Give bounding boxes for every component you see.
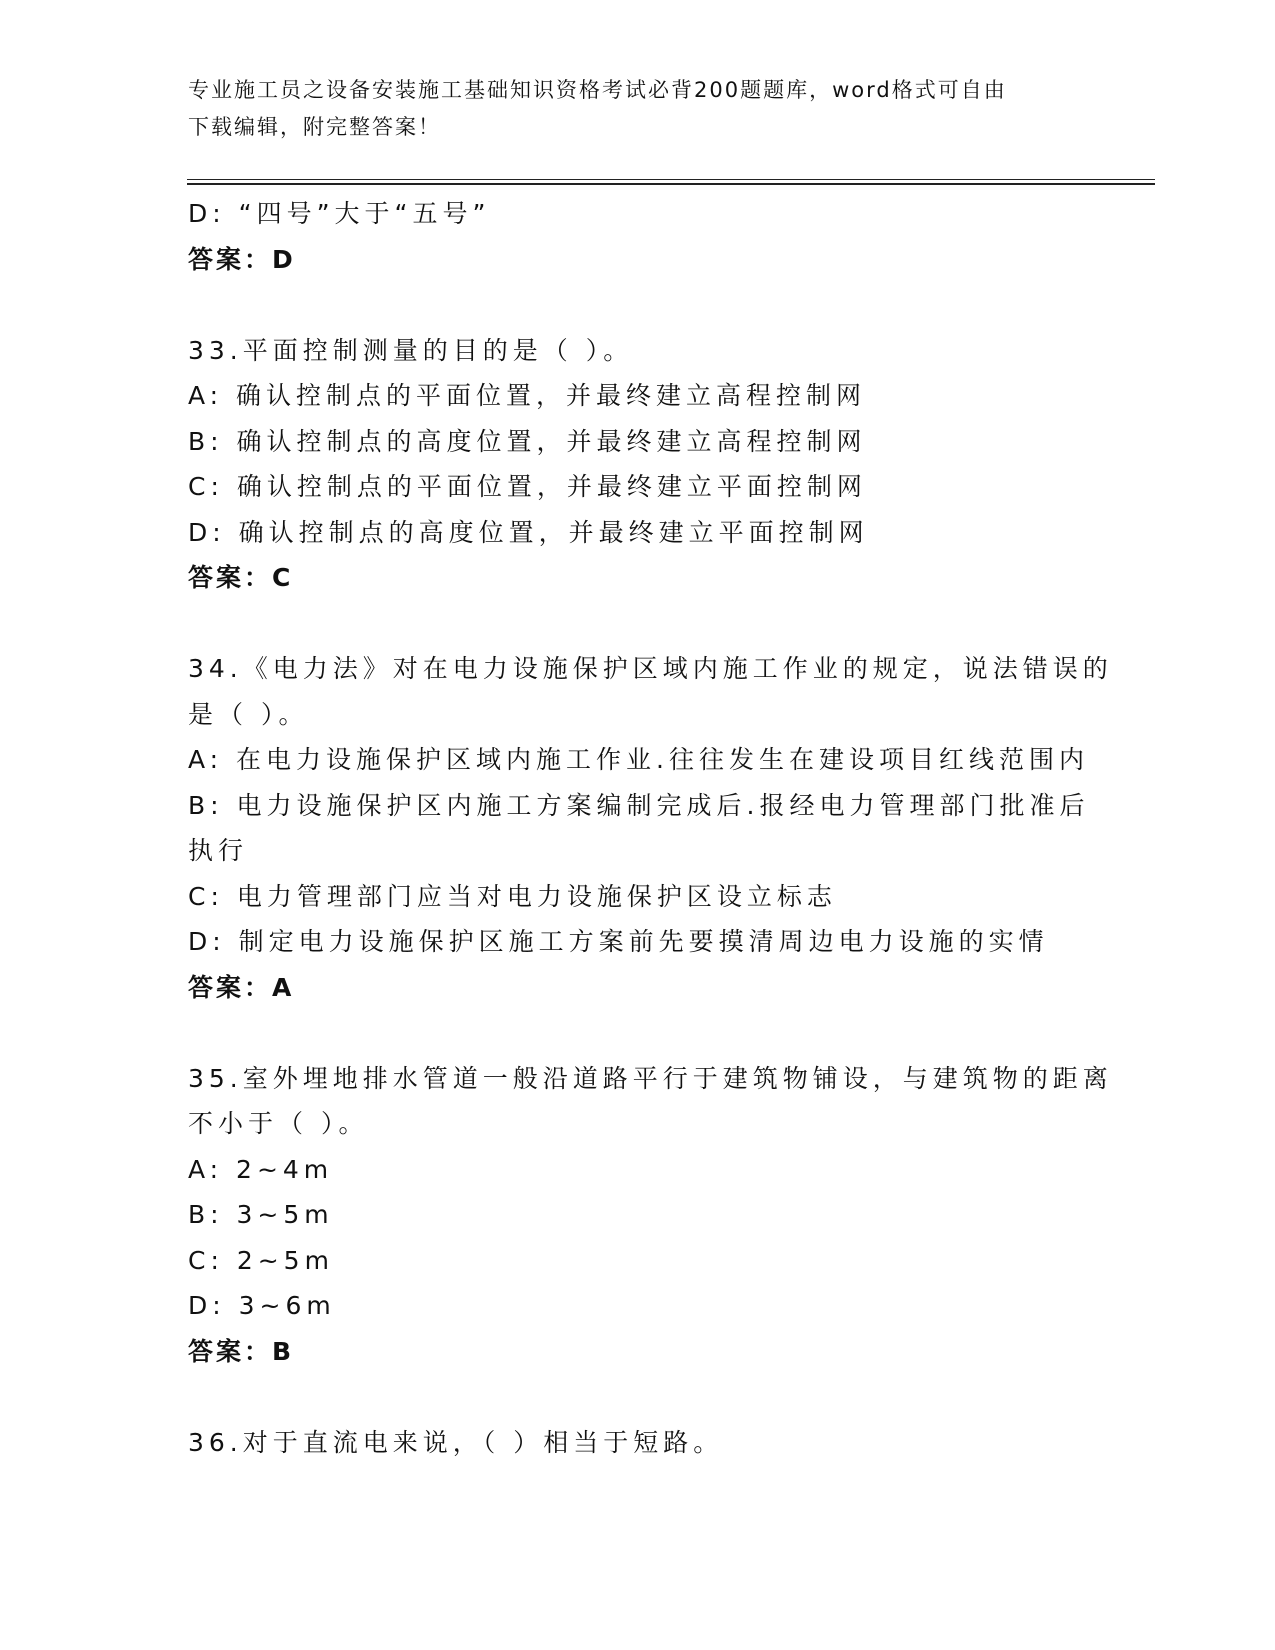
question-32-tail bbox=[188, 191, 1088, 282]
question-gap bbox=[188, 1374, 1088, 1420]
option-d: D: “四号”大于“五号” bbox=[188, 199, 491, 228]
question-gap bbox=[188, 282, 1088, 328]
question-stem-line-2: 不小于（ ）。 bbox=[188, 1109, 369, 1138]
option-b-line-2: 执行 bbox=[188, 836, 249, 865]
option-c: C: 电力管理部门应当对电力设施保护区设立标志 bbox=[188, 881, 837, 911]
option-a: A: 2~4m bbox=[188, 1154, 334, 1184]
option-c: C: 2~5m bbox=[188, 1245, 334, 1275]
header-divider-thin bbox=[187, 179, 1155, 180]
answer: 答案：D bbox=[188, 244, 296, 274]
question-33 bbox=[188, 328, 1088, 601]
question-stem: 36.对于直流电来说，（ ）相当于短路。 bbox=[188, 1427, 724, 1457]
option-b-line-1: B: 电力设施保护区内施工方案编制完成后.报经电力管理部门批准后 bbox=[188, 790, 1090, 820]
question-list bbox=[188, 191, 1113, 1465]
option-c: C: 确认控制点的平面位置，并最终建立平面控制网 bbox=[188, 472, 867, 501]
option-b: B: 3~5m bbox=[188, 1200, 334, 1229]
document-header bbox=[188, 72, 1068, 146]
option-d: D: 制定电力设施保护区施工方案前先要摸清周边电力设施的实情 bbox=[188, 927, 1049, 956]
question-34 bbox=[188, 646, 1113, 1010]
question-stem: 33.平面控制测量的目的是（ ）。 bbox=[188, 335, 634, 365]
option-b: B: 确认控制点的高度位置，并最终建立高程控制网 bbox=[188, 426, 867, 456]
answer: 答案：C bbox=[188, 563, 294, 592]
option-a: A: 确认控制点的平面位置，并最终建立高程控制网 bbox=[188, 381, 867, 410]
answer: 答案：B bbox=[188, 1336, 295, 1366]
header-divider-thick bbox=[187, 183, 1155, 185]
answer: 答案：A bbox=[188, 972, 295, 1002]
question-gap bbox=[188, 601, 1088, 647]
question-35 bbox=[188, 1056, 1113, 1375]
question-stem-line-2: 是（ ）。 bbox=[188, 699, 309, 729]
question-36 bbox=[188, 1420, 1088, 1466]
option-d: D: 确认控制点的高度位置，并最终建立平面控制网 bbox=[188, 517, 869, 547]
question-stem-line-1: 35.室外埋地排水管道一般沿道路平行于建筑物铺设，与建筑物的距离 bbox=[188, 1063, 1113, 1093]
header-line-1: 专业施工员之设备安装施工基础知识资格考试必背200题题库，word格式可自由 bbox=[188, 78, 1007, 102]
question-stem-line-1: 34.《电力法》对在电力设施保护区域内施工作业的规定，说法错误的 bbox=[188, 654, 1113, 683]
option-d: D: 3~6m bbox=[188, 1291, 336, 1320]
option-a: A: 在电力设施保护区域内施工作业.往往发生在建设项目红线范围内 bbox=[188, 745, 1089, 774]
header-line-2: 下载编辑，附完整答案！ bbox=[188, 115, 441, 139]
question-gap bbox=[188, 1010, 1088, 1056]
